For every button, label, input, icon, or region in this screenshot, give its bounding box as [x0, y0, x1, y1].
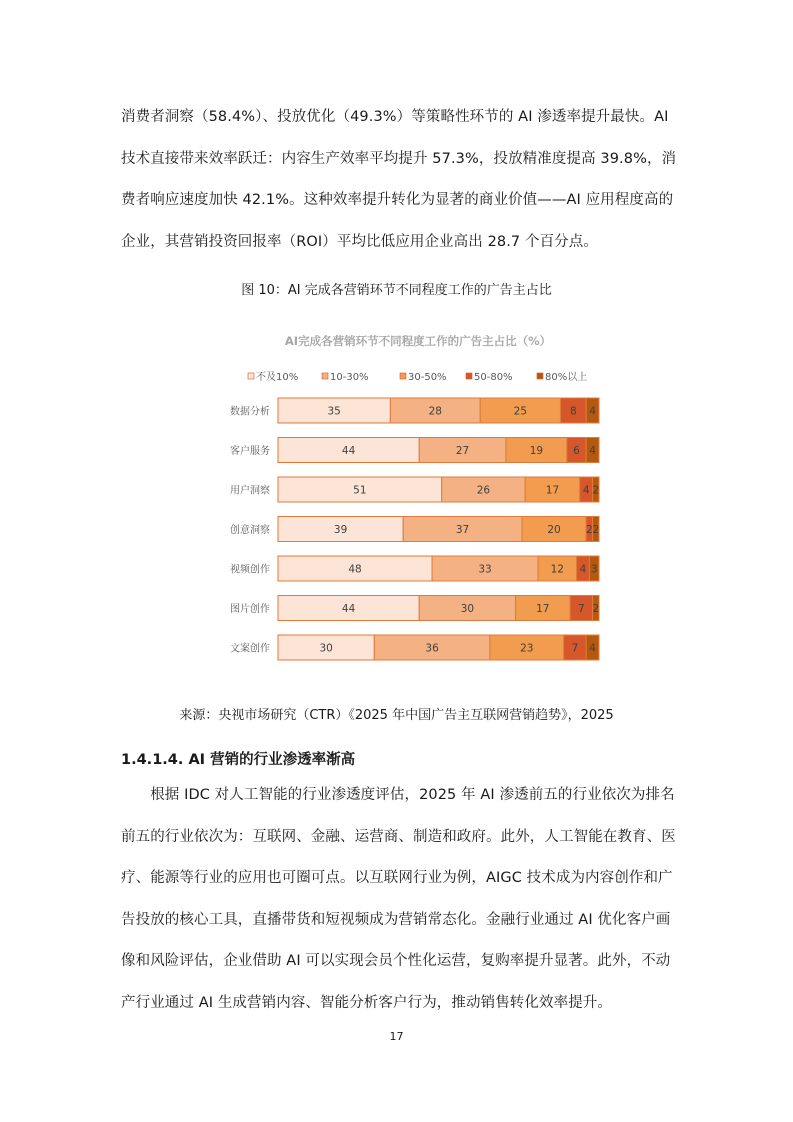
category-label: 客户服务: [230, 446, 270, 457]
data-label: 33: [478, 563, 492, 576]
data-label: 23: [520, 642, 534, 655]
paragraph-line: 前五的行业依次为：互联网、金融、运营商、制造和政府。此外，人工智能在教育、医: [121, 828, 676, 845]
legend-label: 30-50%: [408, 372, 447, 383]
data-label: 12: [550, 563, 564, 576]
paragraph-line: 告投放的核心工具，直播带货和短视频成为营销常态化。金融行业通过 AI 优化客户画: [121, 911, 671, 928]
body-paragraph: [121, 775, 676, 1024]
data-label: 7: [578, 603, 585, 615]
data-label: 4: [589, 642, 596, 655]
data-label: 36: [425, 642, 439, 655]
legend-label: 不及10%: [256, 372, 299, 383]
legend-label: 80%以上: [545, 372, 588, 383]
data-label: 30: [460, 603, 475, 615]
data-label: 4: [582, 484, 590, 497]
data-label: 17: [536, 603, 550, 615]
stacked-bar-chart: [210, 325, 610, 670]
legend-swatch: [537, 373, 543, 379]
paragraph-line: 疗、能源等行业的应用也可圈可点。以互联网行业为例，AIGC 技术成为内容创作和广: [121, 870, 673, 886]
data-label: 28: [428, 405, 442, 418]
paragraph-line: 企业，其营销投资回报率（ROI）平均比低应用企业高出 28.7 个百分点。: [121, 233, 598, 250]
paragraph-line: 消费者洞察（58.4%）、投放优化（49.3%）等策略性环节的 AI 渗透率提升最快。AI: [121, 109, 669, 125]
legend-label: 10-30%: [330, 372, 369, 383]
intro-paragraph: [121, 97, 676, 263]
data-label: 44: [341, 445, 356, 457]
chart-bars: [230, 398, 599, 660]
legend-label: 50-80%: [474, 372, 513, 383]
legend-swatch: [322, 373, 328, 379]
paragraph-line: 费者响应速度加快 42.1%。这种效率提升转化为显著的商业价值——AI 应用程度高的: [121, 192, 674, 208]
chart-title: AI完成各营销环节不同程度工作的广告主占比（%）: [284, 334, 552, 348]
data-label: 2: [586, 524, 593, 536]
paragraph-line: 产行业通过 AI 生成营销内容、智能分析客户行为，推动销售转化效率提升。: [121, 994, 613, 1011]
data-label: 2: [592, 603, 600, 615]
data-label: 27: [455, 445, 470, 457]
data-label: 25: [513, 405, 528, 418]
category-label: 视频创作: [230, 564, 270, 576]
paragraph-line: 根据 IDC 对人工智能的行业渗透度评估，2025 年 AI 渗透前五的行业依次为排名: [121, 787, 675, 803]
data-label: 4: [589, 405, 596, 418]
data-label: 6: [573, 445, 580, 457]
data-label: 8: [569, 405, 577, 418]
figure-caption: 图 10：AI 完成各营销环节不同程度工作的广告主占比: [241, 283, 552, 298]
data-label: 35: [327, 405, 341, 418]
paragraph-line: 技术直接带来效率跃迁：内容生产效率平均提升 57.3%，投放精准度提高 39.8%，消: [121, 150, 677, 167]
data-label: 48: [348, 563, 362, 576]
data-label: 39: [333, 524, 348, 536]
chart-legend: [248, 370, 587, 383]
data-label: 20: [547, 524, 561, 536]
section-heading: 1.4.1.4. AI 营销的行业渗透率渐高: [121, 752, 356, 768]
legend-swatch: [400, 373, 406, 379]
data-label: 4: [579, 563, 587, 576]
data-label: 44: [341, 603, 356, 615]
data-label: 4: [589, 445, 596, 457]
data-label: 37: [455, 524, 470, 536]
paragraph-line: 像和风险评估，企业借助 AI 可以实现会员个性化运营，复购率提升显著。此外，不动: [121, 953, 671, 969]
data-label: 2: [592, 484, 600, 497]
category-label: 数据分析: [230, 406, 270, 418]
data-label: 30: [319, 642, 333, 655]
data-label: 3: [590, 563, 598, 576]
data-label: 51: [353, 484, 367, 497]
data-label: 26: [476, 484, 491, 497]
data-label: 2: [592, 524, 600, 536]
page-number: 17: [389, 1030, 404, 1043]
data-label: 17: [545, 484, 560, 497]
category-label: 图片创作: [230, 604, 270, 615]
legend-swatch: [466, 373, 472, 379]
figure-source: 来源：央视市场研究（CTR）《2025 年中国广告主互联网营销趋势》，2025: [179, 708, 614, 723]
category-label: 用户洞察: [230, 485, 270, 497]
category-label: 创意洞察: [230, 525, 270, 536]
category-label: 文案创作: [230, 643, 270, 655]
legend-swatch: [248, 373, 254, 379]
data-label: 7: [571, 642, 579, 655]
data-label: 19: [529, 445, 544, 457]
